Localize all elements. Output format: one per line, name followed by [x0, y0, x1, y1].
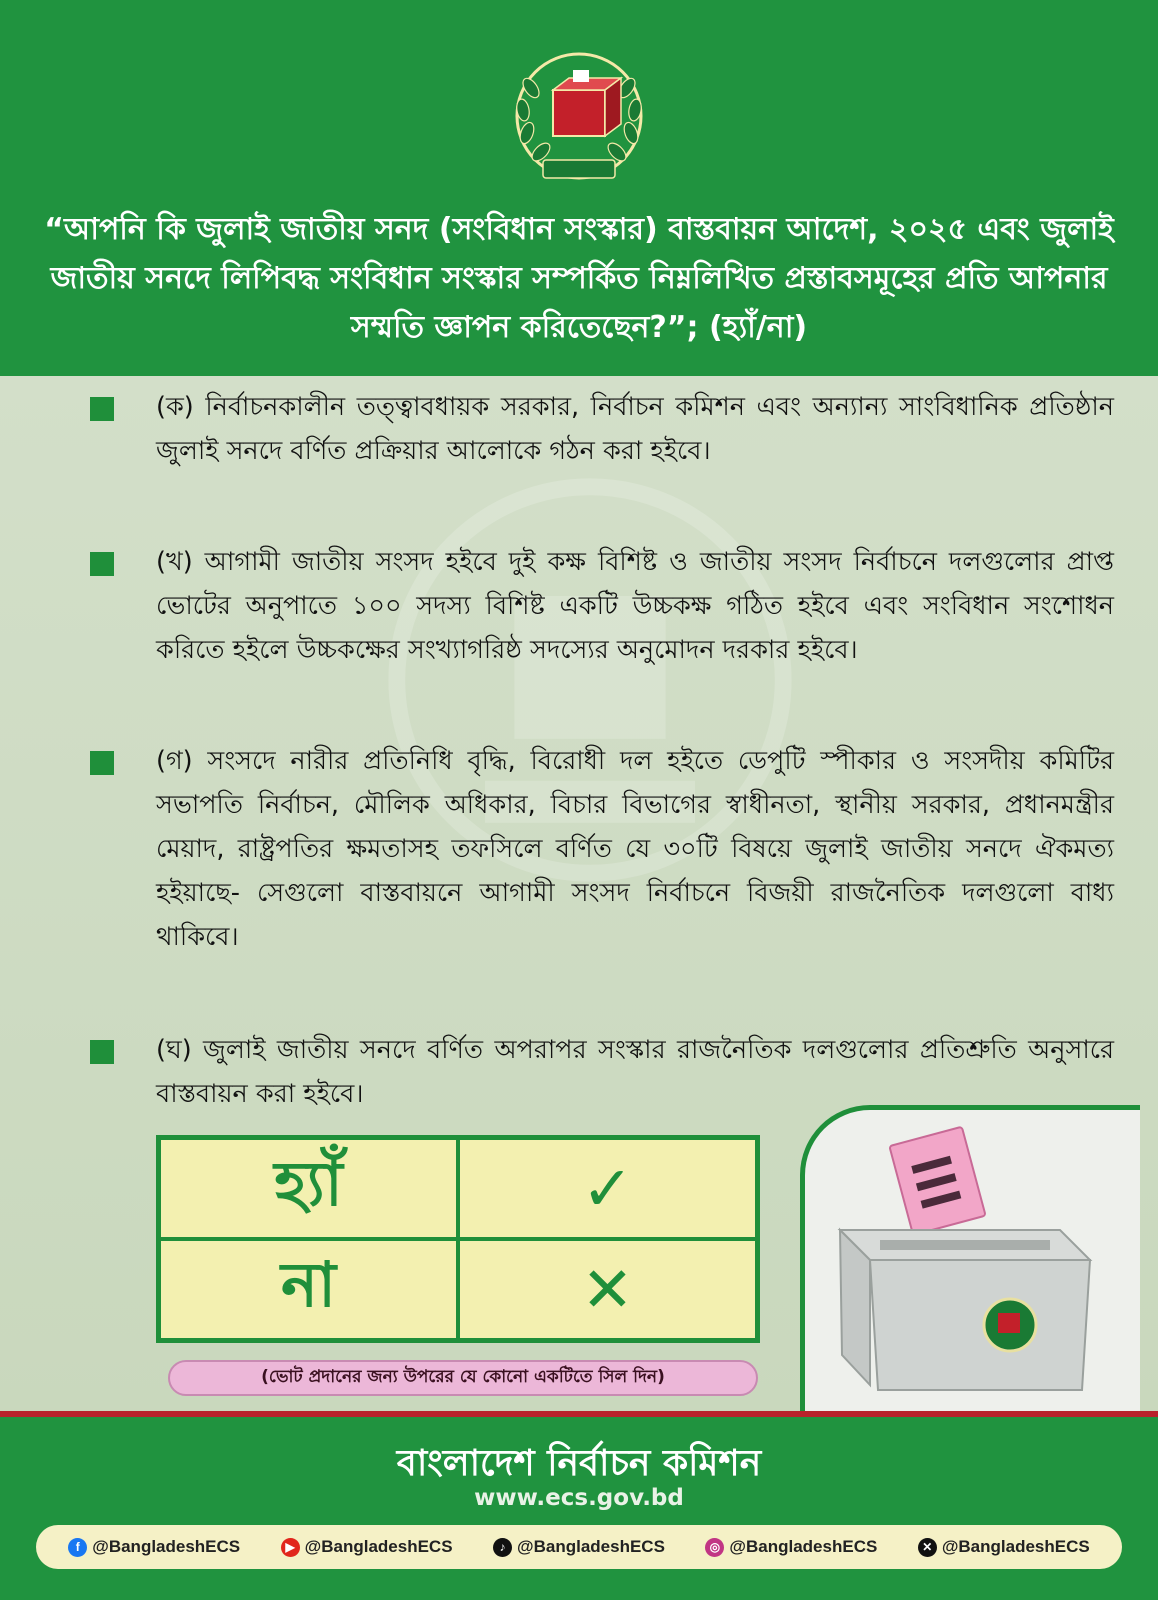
proposal-item-ka: (ক) নির্বাচনকালীন তত্ত্বাবধায়ক সরকার, নির্বাচন কমিশন এবং অন্যান্য সাংবিধানিক প্রতিষ্ঠান জুলাই সনদে বর্ণিত প্রক্রিয়ার আলোকে গঠন করা হইবে। — [156, 392, 1114, 466]
yes-label-cell[interactable]: হ্যাঁ — [159, 1138, 458, 1239]
voting-instruction: (ভোট প্রদানের জন্য উপরের যে কোনো একটিতে সিল দিন) — [168, 1360, 758, 1396]
no-cross-icon[interactable]: ✕ — [458, 1239, 757, 1340]
social-media-bar — [36, 1525, 1122, 1569]
no-label-cell[interactable]: না — [159, 1239, 458, 1340]
proposal-item-ga: (গ) সংসদে নারীর প্রতিনিধি বৃদ্ধি, বিরোধী দল হইতে ডেপুটি স্পীকার ও সংসদীয় কমিটির সভাপতি নির্বাচন, মৌলিক অধিকার, বিচার বিভাগের স্বাধীনতা, স্থানীয় সরকার, প্রধানমন্ত্রীর মেয়াদ, রাষ্ট্রপতির ক্ষমতাসহ তফসিলে বর্ণিত যে ৩০টি বিষয়ে জুলাই জাতীয় সনদে ঐকমত্য হইয়াছে- সেগুলো বাস্তবায়নে আগামী সংসদ নির্বাচনে বিজয়ী রাজনৈতিক দলগুলো বাধ্য থাকিবে। — [156, 746, 1114, 952]
bullet-square — [90, 1040, 114, 1064]
facebook-icon: f — [68, 1538, 87, 1557]
social-handle: @BangladeshECS — [941, 1537, 1090, 1556]
social-handle: @BangladeshECS — [304, 1537, 453, 1556]
social-instagram[interactable] — [705, 1537, 877, 1557]
bullet-square — [90, 751, 114, 775]
website-link[interactable]: www.ecs.gov.bd — [474, 1485, 684, 1511]
instagram-icon: ◎ — [705, 1538, 724, 1557]
tiktok-icon: ♪ — [493, 1538, 512, 1557]
social-handle: @BangladeshECS — [729, 1537, 878, 1556]
social-handle: @BangladeshECS — [92, 1537, 241, 1556]
social-tiktok[interactable] — [493, 1537, 665, 1557]
organization-name: বাংলাদেশ নির্বাচন কমিশন — [396, 1443, 762, 1484]
social-youtube[interactable] — [281, 1537, 453, 1557]
proposal-item-kha: (খ) আগামী জাতীয় সংসদ হইবে দুই কক্ষ বিশিষ্ট ও জাতীয় সংসদ নির্বাচনে দলগুলোর প্রাপ্ত ভোটের অনুপাতে ১০০ সদস্য বিশিষ্ট একটি উচ্চকক্ষ গঠিত হইবে এবং সংবিধান সংশোধন করিতে হইলে উচ্চকক্ষের সংখ্যাগরিষ্ঠ সদস্যের অনুমোদন দরকার হইবে। — [156, 547, 1114, 665]
social-handle: @BangladeshECS — [517, 1537, 665, 1556]
ballot-box-icon — [820, 1120, 1120, 1405]
vote-option-table — [156, 1135, 760, 1343]
proposal-item-gha: (ঘ) জুলাই জাতীয় সনদে বর্ণিত অপরাপর সংস্কার রাজনৈতিক দলগুলোর প্রতিশ্রুতি অনুসারে বাস্তবায়ন করা হইবে। — [156, 1035, 1114, 1109]
bullet-square — [90, 397, 114, 421]
bullet-square — [90, 552, 114, 576]
social-facebook[interactable] — [68, 1537, 240, 1557]
youtube-icon: ▶ — [281, 1538, 300, 1557]
x-icon: ✕ — [918, 1538, 937, 1557]
social-x[interactable] — [918, 1537, 1090, 1557]
referendum-question: “আপনি কি জুলাই জাতীয় সনদ (সংবিধান সংস্কার) বাস্তবায়ন আদেশ, ২০২৫ এবং জুলাই জাতীয় সনদে লিপিবদ্ধ সংবিধান সংস্কার সম্পর্কিত নিম্নলিখিত প্রস্তাবসমূহের প্রতি আপনার সম্মতি জ্ঞাপন করিতেছেন?”; (হ্যাঁ/না) — [44, 212, 1114, 345]
yes-check-icon[interactable]: ✓ — [458, 1138, 757, 1239]
election-commission-logo — [509, 48, 649, 193]
